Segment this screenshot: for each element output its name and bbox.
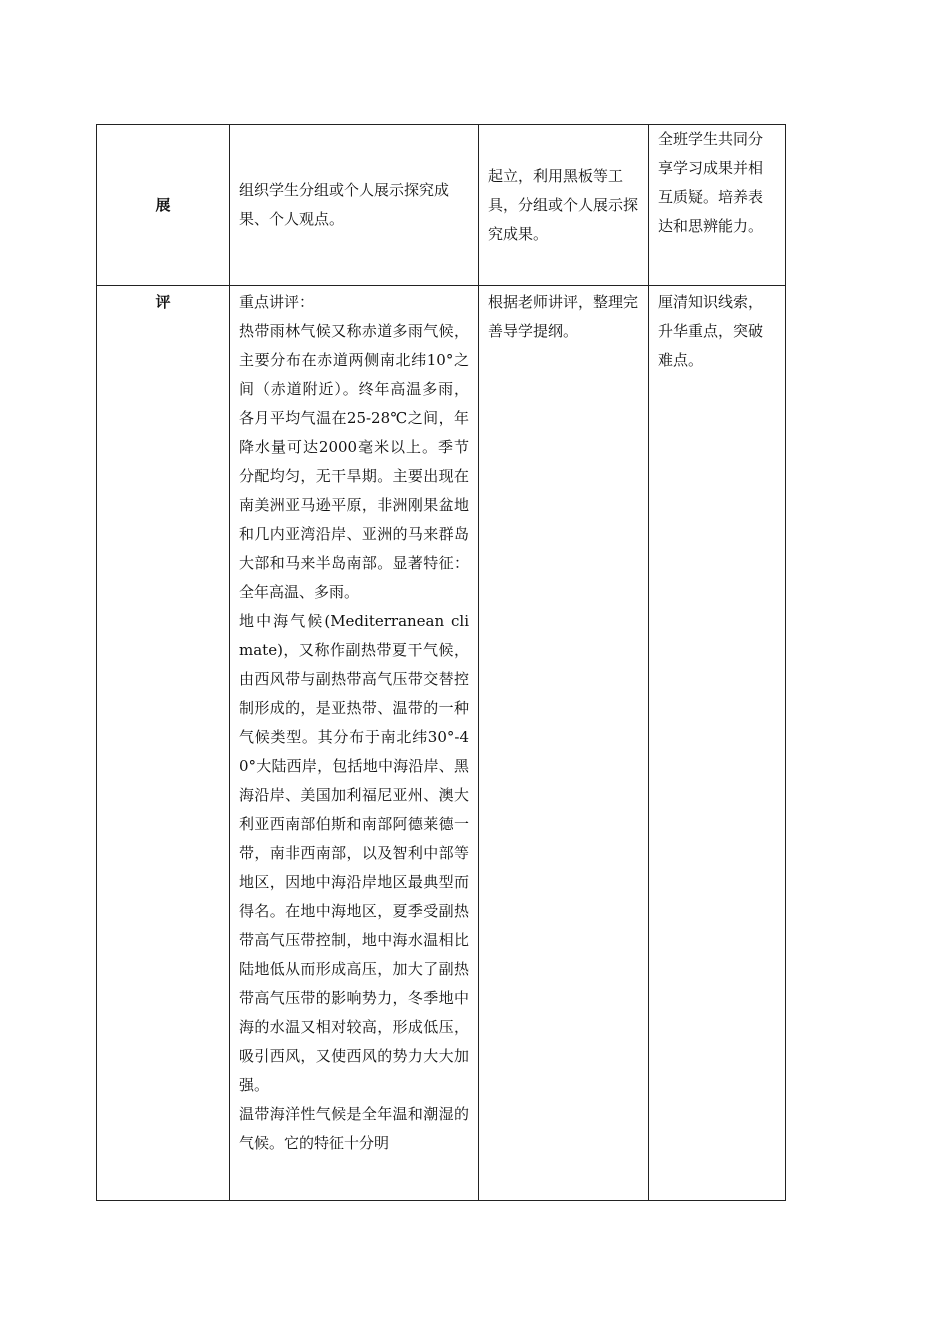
stage-cell: 评 (97, 286, 230, 1201)
lesson-plan-table (96, 124, 786, 1201)
table-row (97, 286, 786, 1201)
teacher-activity-cell: 组织学生分组或个人展示探究成果、个人观点。 (230, 125, 479, 286)
teacher-activity-cell (230, 286, 479, 1201)
tropical-rainforest-paragraph: 热带雨林气候又称赤道多雨气候，主要分布在赤道两侧南北纬10°之间（赤道附近）。终年高温多雨，各月平均气温在25-28℃之间，年降水量可达2000毫米以上。季节分配均匀，无干旱期。主要出现在南美洲亚马逊平原，非洲刚果盆地和几内亚湾沿岸、亚洲的马来群岛大部和马来半岛南部。显著特征：全年高温、多雨。 (239, 322, 469, 601)
mediterranean-paragraph: 地中海气候(Mediterranean climate)，又称作副热带夏干气候，由西风带与副热带高气压带交替控制形成的，是亚热带、温带的一种气候类型。其分布于南北纬30°-40°大陆西岸，包括地中海沿岸、黑海沿岸、美国加利福尼亚州、澳大利亚西南部伯斯和南部阿德莱德一带，南非西南部，以及智利中部等地区，因地中海沿岸地区最典型而得名。在地中海地区，夏季受副热带高气压带控制，地中海水温相比陆地低从而形成高压，加大了副热带高气压带的影响势力，冬季地中海的水温又相对较高，形成低压，吸引西风，又使西风的势力大大加强。 (239, 612, 469, 1094)
design-intent-cell: 厘清知识线索，升华重点，突破难点。 (649, 286, 786, 1201)
stage-cell: 展 (97, 125, 230, 286)
student-activity-cell: 起立，利用黑板等工具，分组或个人展示探究成果。 (479, 125, 649, 286)
design-intent-cell: 全班学生共同分享学习成果并相互质疑。培养表达和思辨能力。 (649, 125, 786, 286)
temperate-maritime-paragraph: 温带海洋性气候是全年温和潮湿的气候。它的特征十分明 (239, 1105, 469, 1152)
table-row (97, 125, 786, 286)
review-heading: 重点讲评： (239, 293, 315, 311)
student-activity-cell: 根据老师讲评，整理完善导学提纲。 (479, 286, 649, 1201)
